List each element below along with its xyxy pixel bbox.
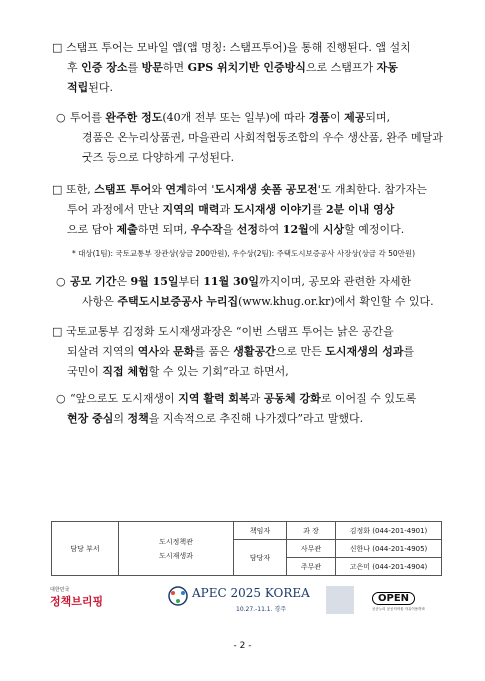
award-note: * 대상(1팀): 국토교통부 장관상(상금 200만원), 우수상(2팀): 주택도시보증공사 사장상(상금 각 50만원) bbox=[72, 249, 416, 258]
p5-line1: □ 국토교통부 김정화 도시재생과장은 “이번 스탬프 투어는 낡은 공간을 bbox=[52, 325, 394, 338]
square-bullet-icon: □ bbox=[52, 183, 63, 196]
p6-line2: 현장 중심의 정책을 지속적으로 추진해 나가겠다”라고 말했다. bbox=[67, 412, 364, 425]
p6-line1: ○ “앞으로도 도시재생이 지역 활력 회복과 공동체 강화로 이어질 수 있도록 bbox=[56, 392, 417, 405]
contact-name: 김정화 (044-201-4901) bbox=[336, 522, 442, 540]
p3-line2: 투어 과정에서 만난 지역의 매력과 도시재생 이야기를 2분 이내 영상 bbox=[67, 203, 395, 216]
contact-title: 과 장 bbox=[287, 522, 336, 540]
policy-briefing-logo: 대한민국 정책브리핑 bbox=[50, 587, 104, 608]
page-number: - 2 - bbox=[233, 641, 252, 651]
p2-line3: 굿즈 등으로 다양하게 구성된다. bbox=[82, 151, 235, 164]
p5-line3: 국민이 직접 체험할 수 있는 기회”라고 하면서, bbox=[67, 365, 289, 378]
manager-label: 담당자 bbox=[234, 540, 287, 576]
circle-bullet-icon: ○ bbox=[56, 275, 66, 288]
contact-table bbox=[51, 521, 442, 576]
responsible-label: 책임자 bbox=[234, 522, 287, 540]
p3-line3: 으로 담아 제출하면 되며, 우수작을 선정하여 12월에 시상할 예정이다. bbox=[67, 223, 405, 236]
p2-line2: 경품은 온누리상품권, 마을관리 사회적협동조합의 우수 생산품, 완주 메달과 bbox=[82, 131, 443, 144]
p1-line1: □ 스탬프 투어는 모바일 앱(앱 명칭: 스탬프투어)을 통해 진행된다. 앱 설치 bbox=[52, 41, 411, 54]
p2-line1: ○ 투어를 완주한 정도(40개 전부 또는 일부)에 따라 경품이 제공되며, bbox=[56, 111, 391, 124]
kogl-open-logo: OPEN 공공누리 공공저작물 자유이용허락 bbox=[372, 593, 425, 611]
p1-line3: 적립된다. bbox=[67, 81, 114, 94]
p4-line2: 사항은 주택도시보증공사 누리집(www.khug.or.kr)에서 확인할 수 있다. bbox=[82, 295, 434, 308]
dept-label: 담당 부서 bbox=[52, 522, 119, 576]
contact-title: 주무관 bbox=[287, 558, 336, 576]
square-bullet-icon: □ bbox=[52, 41, 63, 54]
p5-line2: 되살려 지역의 역사와 문화를 품은 생활공간으로 만든 도시재생의 성과를 bbox=[67, 345, 415, 358]
square-bullet-icon: □ bbox=[52, 325, 63, 338]
dept-names: 도시정책관 도시재생과 bbox=[119, 522, 234, 576]
apec-logo: APEC 2025 KOREA 10.27.-11.1. 경주 bbox=[146, 580, 366, 620]
p4-line1: ○ 공모 기간은 9월 15일부터 11월 30일까지이며, 공모와 관련한 자세한 bbox=[56, 275, 412, 288]
p1-line2: 후 인증 장소를 방문하면 GPS 위치기반 인증방식으로 스탬프가 자동 bbox=[67, 61, 398, 74]
contact-name: 고은미 (044-201-4904) bbox=[336, 558, 442, 576]
circle-bullet-icon: ○ bbox=[56, 392, 66, 405]
contact-title: 사무관 bbox=[287, 540, 336, 558]
footer-logos bbox=[50, 576, 442, 624]
contact-name: 신한나 (044-201-4905) bbox=[336, 540, 442, 558]
circle-bullet-icon: ○ bbox=[56, 111, 66, 124]
p3-line1: □ 또한, 스탬프 투어와 연계하여 '도시재생 숏폼 공모전'도 개최한다. 참가자는 bbox=[52, 183, 427, 196]
